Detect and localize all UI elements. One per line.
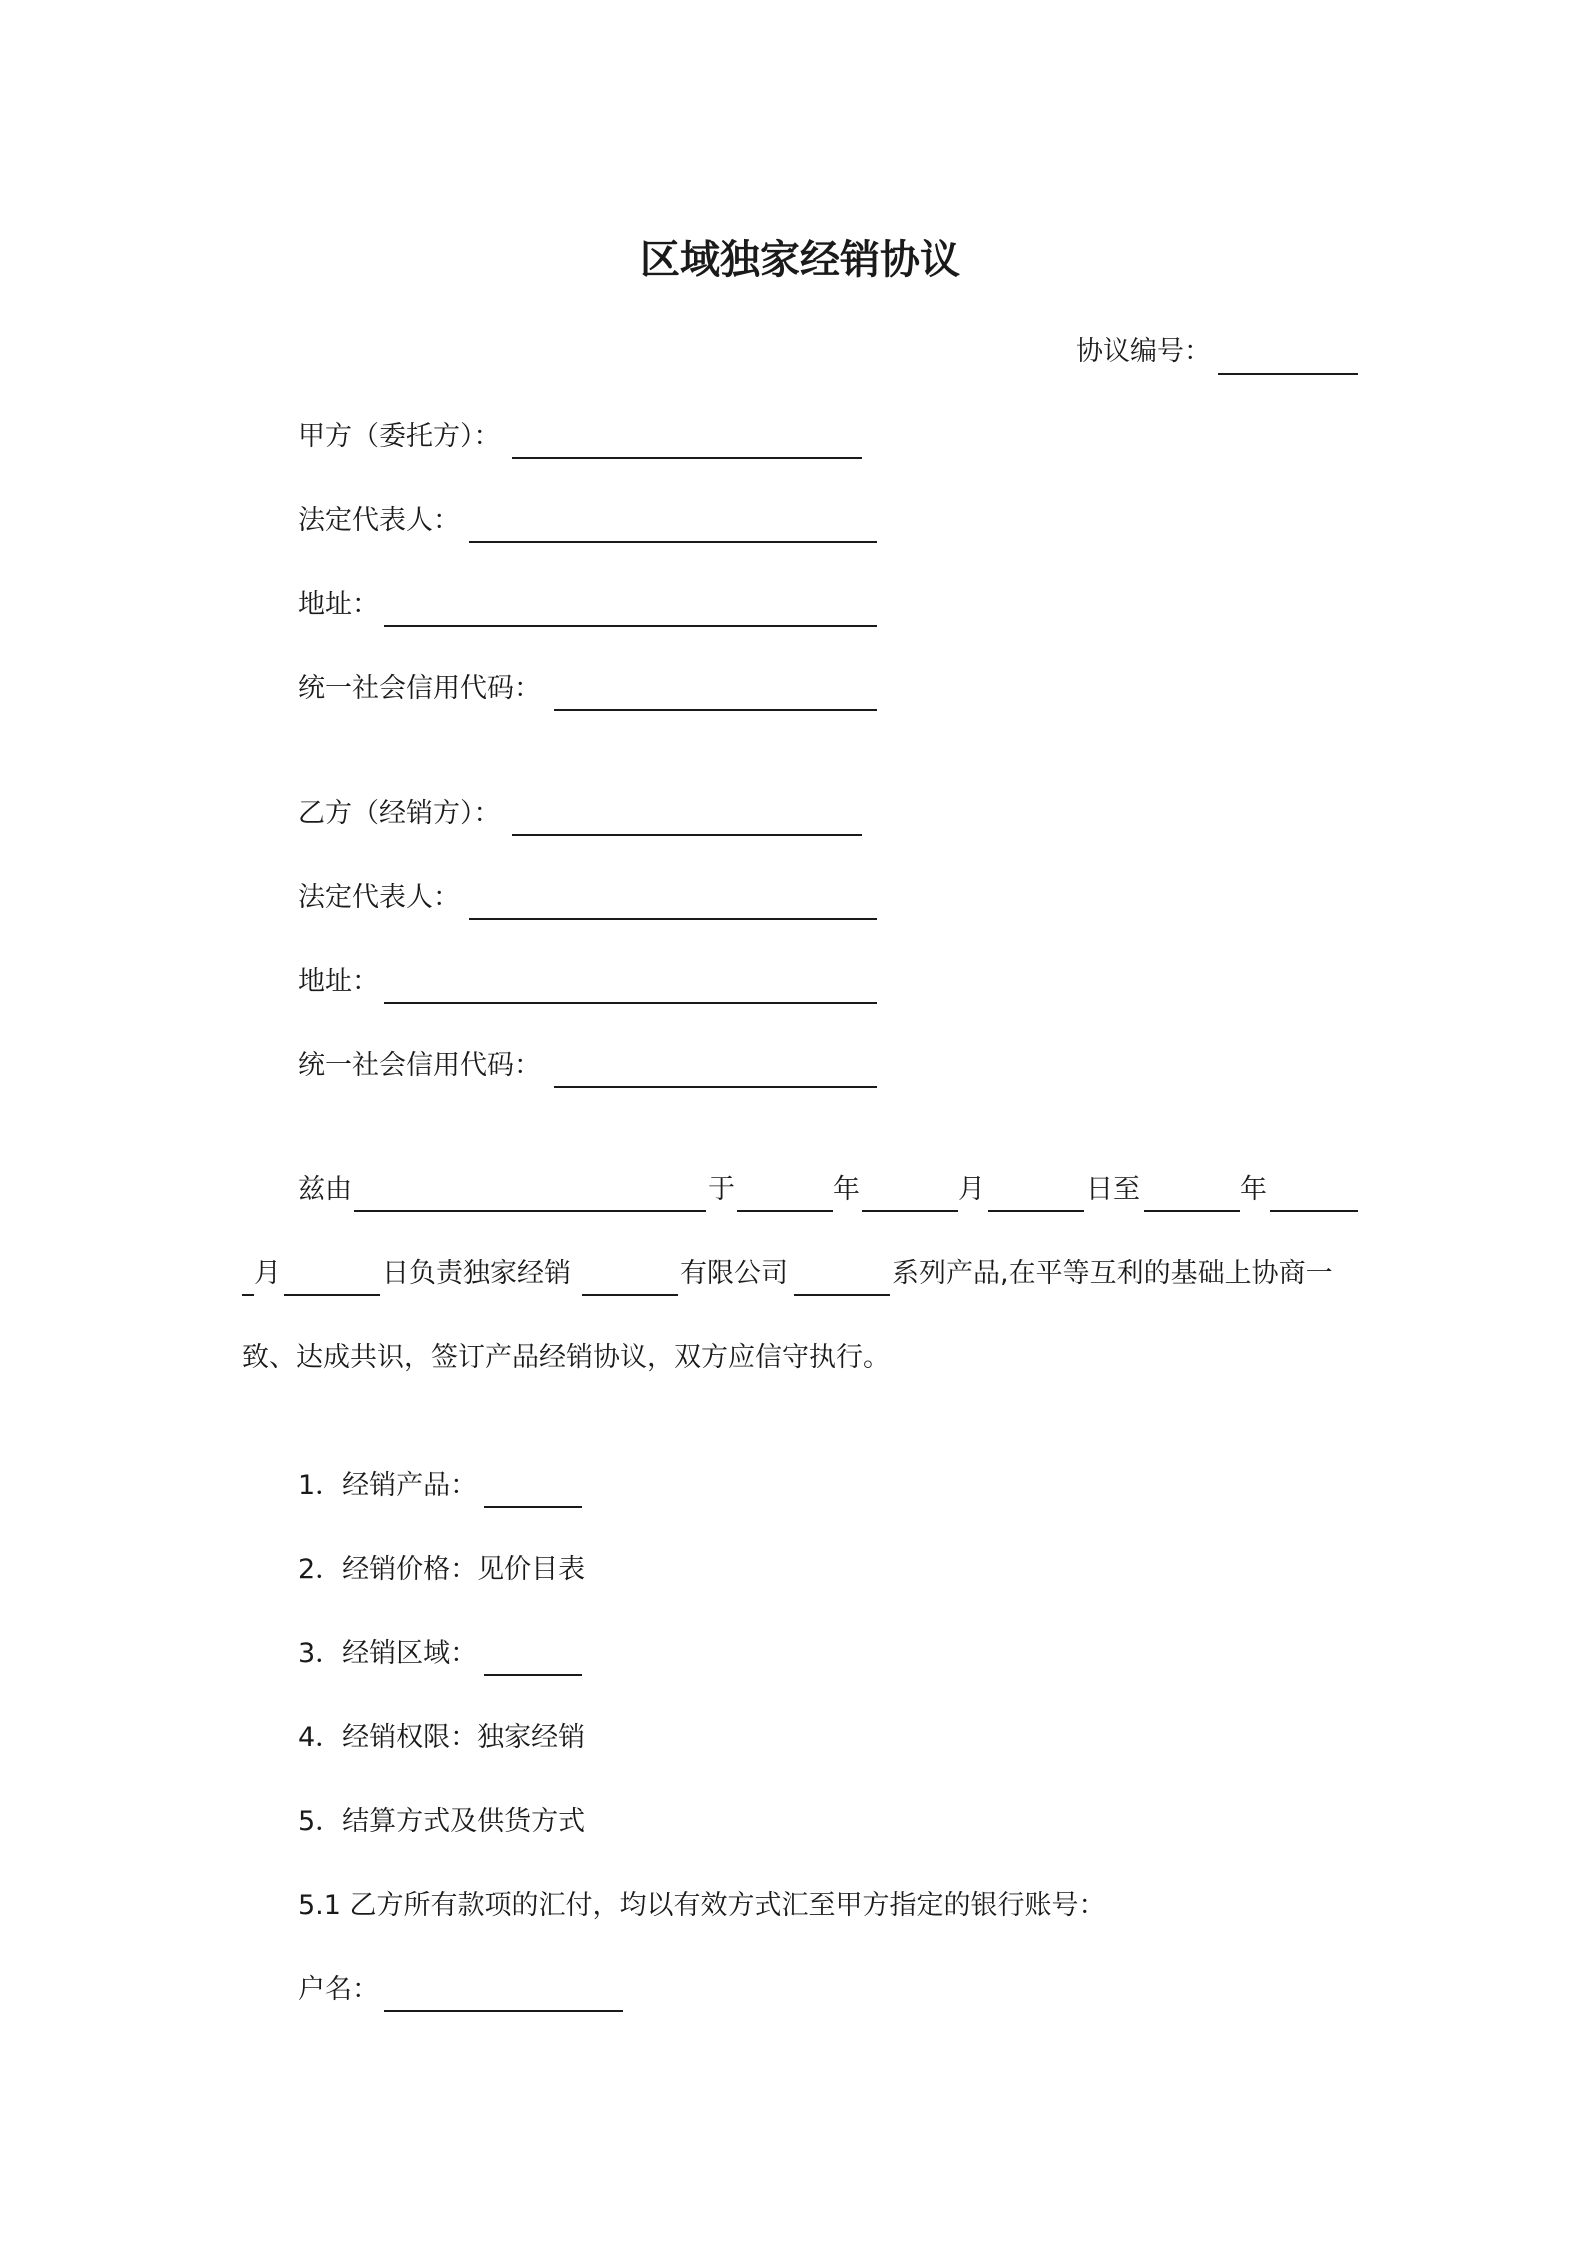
clause-1-field[interactable] [484, 1506, 582, 1508]
document-title: 区域独家经销协议 [640, 237, 960, 283]
party-b-credit-code-field[interactable] [554, 1086, 877, 1088]
clause-5: 5．结算方式及供货方式 [298, 1806, 586, 1837]
party-b-field[interactable] [512, 834, 862, 836]
agreement-no-label: 协议编号： [1076, 336, 1211, 367]
end-day-field[interactable] [284, 1294, 380, 1296]
agreement-no-field[interactable] [1218, 373, 1358, 375]
clause-2: 2．经销价格：见价目表 [298, 1554, 586, 1585]
party-b-address-field[interactable] [384, 1002, 877, 1004]
start-month-field[interactable] [862, 1210, 958, 1212]
clause-3-field[interactable] [484, 1674, 582, 1676]
party-a-label: 甲方（委托方）： [298, 421, 501, 452]
preamble-yue: 月 [958, 1174, 985, 1205]
end-year-field[interactable] [1144, 1210, 1240, 1212]
preamble-xilie: 系列产品,在平等互利的基础上协商一 [892, 1258, 1333, 1289]
party-a-credit-code-label: 统一社会信用代码： [298, 673, 541, 704]
party-a-address-label: 地址： [298, 589, 379, 620]
preamble-zi-you: 兹由 [298, 1174, 352, 1205]
end-month-field-cont[interactable] [242, 1294, 254, 1296]
preamble-nian2: 年 [1240, 1174, 1267, 1205]
party-a-credit-code-field[interactable] [554, 709, 877, 711]
party-a-field[interactable] [512, 457, 862, 459]
party-a-legal-rep-field[interactable] [469, 541, 877, 543]
preamble-ri-fuze: 日负责独家经销 [382, 1258, 571, 1289]
party-b-credit-code-label: 统一社会信用代码： [298, 1050, 541, 1081]
series-field[interactable] [794, 1294, 890, 1296]
start-year-field[interactable] [737, 1210, 833, 1212]
end-month-field[interactable] [1270, 1210, 1358, 1212]
clause-4: 4．经销权限：独家经销 [298, 1722, 586, 1753]
clause-5-1: 5.1 乙方所有款项的汇付，均以有效方式汇至甲方指定的银行账号： [298, 1890, 1106, 1921]
account-name-field[interactable] [384, 2010, 623, 2012]
start-day-field[interactable] [988, 1210, 1084, 1212]
brand-field[interactable] [582, 1294, 678, 1296]
party-b-legal-rep-field[interactable] [469, 918, 877, 920]
account-name-label: 户名： [298, 1974, 379, 2005]
preamble-line-3: 致、达成共识，签订产品经销协议，双方应信守执行。 [242, 1342, 890, 1373]
clause-1: 1．经销产品： [298, 1470, 478, 1501]
party-b-legal-rep-label: 法定代表人： [298, 882, 460, 913]
preamble-youxian: 有限公司 [680, 1258, 788, 1289]
preamble-yu: 于 [708, 1174, 735, 1205]
preamble-company-field[interactable] [354, 1210, 706, 1212]
party-a-legal-rep-label: 法定代表人： [298, 505, 460, 536]
party-a-address-field[interactable] [384, 625, 877, 627]
party-b-label: 乙方（经销方）： [298, 798, 501, 829]
party-b-address-label: 地址： [298, 966, 379, 997]
preamble-nian: 年 [833, 1174, 860, 1205]
preamble-yue2: 月 [254, 1258, 281, 1289]
clause-3: 3．经销区域： [298, 1638, 478, 1669]
preamble-ri-zhi: 日至 [1086, 1174, 1140, 1205]
